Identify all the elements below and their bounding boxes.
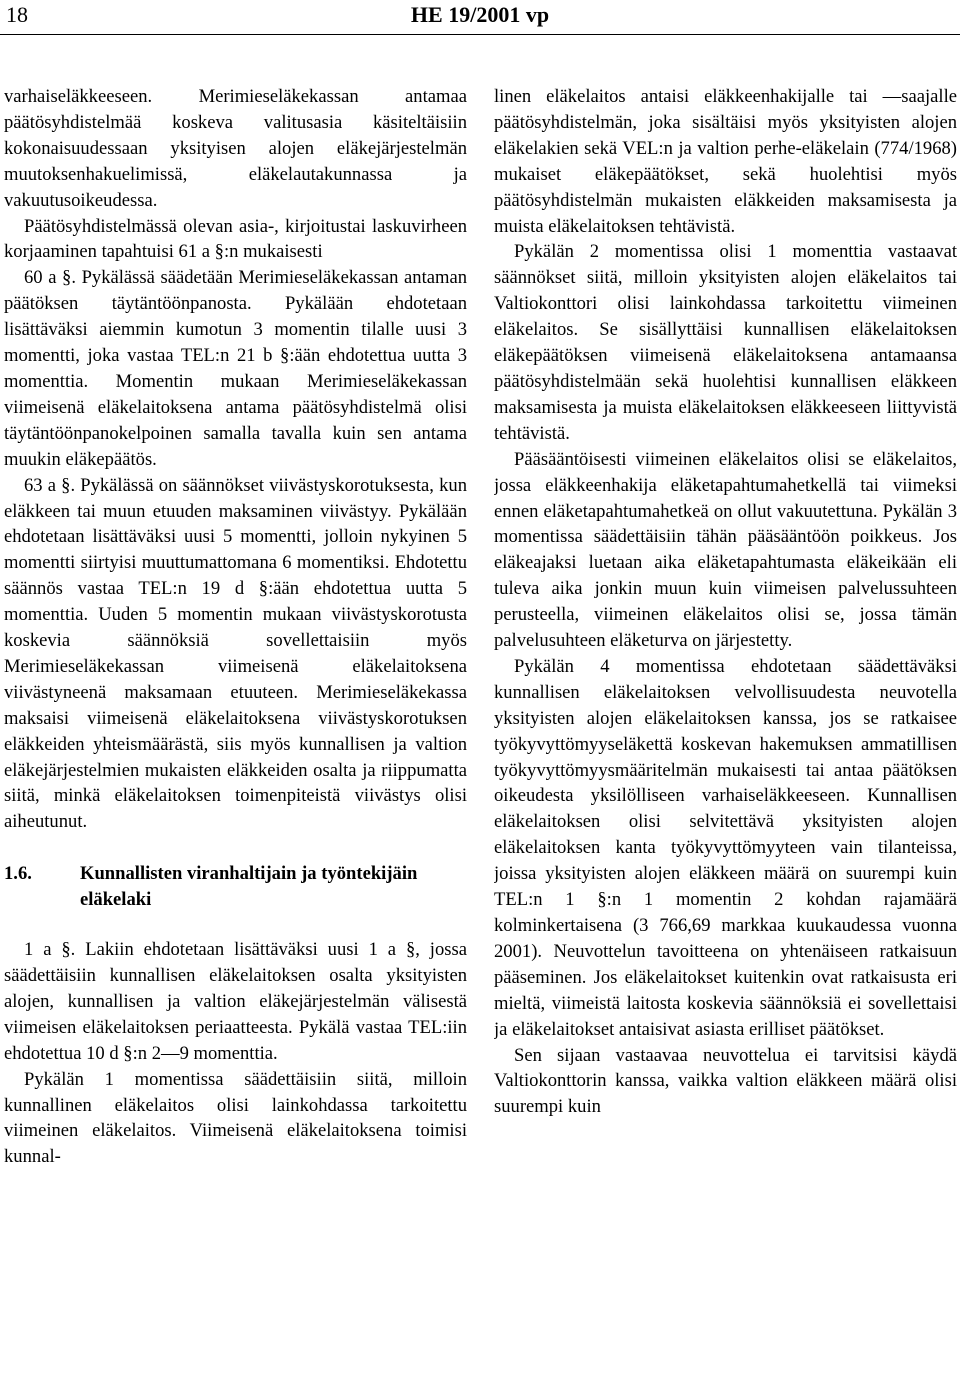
right-column bbox=[494, 84, 957, 1394]
paragraph: Pykälän 2 momentissa olisi 1 momenttia vastaavat säännökset siitä, milloin yksityisten alojen eläkelaitos tai Valtiokonttori olisi lainkohdassa tarkoitettu viimeinen eläkelaitos. Se sisällyttäisi kunnallisen eläkelaitoksen eläkepäätöksen viimeisenä eläkelaitoksena antamaansa päätösyhdistelmään sekä huolehtisi kunnallisen eläkkeen maksamisesta ja muista eläkelaitoksen eläkkeeseen liittyvistä tehtävistä. bbox=[494, 241, 957, 444]
page-number: 18 bbox=[6, 2, 28, 27]
paragraph: Pääsääntöisesti viimeinen eläkelaitos olisi se eläkelaitos, jossa eläkkeenhakija eläketapahtumahetkellä tai viimeksi ennen eläketapahtumahetkeä on ollut vakuutettuna. Pykälän 3 momentissa säädettäisiin tähän pääsääntöön poikkeus. Jos eläkeajaksi luetaan aika eläketapahtumasta eläkeikään eli tuleva aika jonkin muun kuin viimeisen palvelussuhteen perusteella, viimeinen eläkelaitos olisi se, jossa tämän palvelusuhteen eläketurva on järjestetty. bbox=[494, 448, 957, 652]
paragraph: varhaiseläkkeeseen. Merimieseläkekassan antamaa päätösyhdistelmää koskeva valitusasia käsiteltäisiin kokonaisuudessaan yksityisen alojen eläkejärjestelmän muutoksenhakuelimissä, eläkelautakunnassa ja vakuutusoikeudessa. bbox=[4, 86, 467, 211]
paragraph: linen eläkelaitos antaisi eläkkeenhakijalle tai —saajalle päätösyhdistelmän, joka sisältäisi myös yksityisten alojen eläkelakien sekä VEL:n ja valtion perhe-eläkelain (774/1968) mukaiset eläkepäätökset, sekä huolehtisi myös päätösyhdistelmän mukaisten eläkkeiden maksamisesta ja muista eläkelaitoksen tehtävistä. bbox=[494, 86, 957, 237]
left-column bbox=[4, 84, 467, 1394]
header-rule bbox=[0, 34, 960, 35]
paragraph: 63 a §. Pykälässä on säännökset viivästyskorotuksesta, kun eläkkeen tai muun etuuden maksaminen viivästyy. Pykälään ehdotetaan lisättäväksi uusi 5 momentti, jolloin nykyinen 5 momentti siirtyisi muuttumattomana 6 momentiksi. Ehdotettu säännös vastaa TEL:n 19 d §:ään ehdotettua uutta 5 momenttia. Uuden 5 momentin mukaan viivästyskorotusta koskevia säännöksiä sovellettaisiin myös Merimieseläkekassan viimeisenä eläkelaitoksena viivästyneenä maksamaan etuuteen. Merimieseläkekassa maksaisi viimeisenä eläkelaitoksena viivästyskorotuksen eläkkeiden yhteismäärästä, siis myös kunnallisen ja valtion eläkejärjestelmien mukaisten eläkkeiden osalta ja riippumatta siitä, minkä eläkelaitoksen toimenpiteistä viivästys olisi aiheutunut. bbox=[4, 474, 467, 833]
paragraph: Sen sijaan vastaavaa neuvottelua ei tarvitsisi käydä Valtiokonttorin kanssa, vaikka valtion eläkkeen määrä olisi suurempi kuin bbox=[494, 1044, 957, 1118]
section-title: Kunnallisten viranhaltijain ja työntekijäin eläkelaki bbox=[80, 863, 418, 911]
paragraph: Päätösyhdistelmässä olevan asia-, kirjoitustai laskuvirheen korjaaminen tapahtuisi 61 a §:n mukaisesti bbox=[4, 215, 467, 263]
paragraph: Pykälän 1 momentissa säädettäisiin siitä, milloin kunnallinen eläkelaitos olisi lainkohdassa tarkoitettu viimeinen eläkelaitos. Viimeisenä eläkelaitoksena toimisi kunnal- bbox=[4, 1068, 467, 1168]
section-number: 1.6. bbox=[4, 863, 32, 885]
section-heading bbox=[4, 861, 467, 913]
paragraph: 1 a §. Lakiin ehdotetaan lisättäväksi uusi 1 a §, jossa säädettäisiin kunnallisen eläkelaitoksen osalta yksityisten alojen, kunnallisen ja valtion eläkejärjestelmän välisestä viimeisen eläkelaitoksen periaatteesta. Pykälä vastaa TEL:iin ehdotettua 10 d §:n 2—9 momenttia. bbox=[4, 939, 467, 1064]
paragraph: Pykälän 4 momentissa ehdotetaan säädettäväksi kunnallisen eläkelaitoksen velvollisuudesta neuvotella yksityisten alojen eläkelaitoksen kanssa, jos se ratkaisee työkyvyttömyyseläkettä koskevan hakemuksen ammatillisen työkyvyttömyysmääritelmän mukaisesti tai antaa päätöksen oikeudesta yksilölliseen varhaiseläkkeeseen. Kunnallisen eläkelaitoksen olisi selvitettävä yksityisten alojen eläkelaitoksen kanta työkyvyttömyyteen vain tilanteissa, joissa yksityisten alojen eläkkeen määrä on suurempi kuin TEL:n 1 §:n 1 momentin 2 kohdan rajamäärä kolminkertaisena (3 766,69 markkaa kuukaudessa vuonna 2001). Neuvottelun tavoitteena on yhtenäiseen ratkaisuun pääseminen. Jos eläkelaitokset kuitenkin ovat ratkaisusta eri mieltä, viimeistä laitosta koskevia säännöksiä ei sovellettaisi ja eläkelaitokset antaisivat asiasta erilliset päätökset. bbox=[494, 655, 957, 1040]
paragraph: 60 a §. Pykälässä säädetään Merimieseläkekassan antaman päätöksen täytäntöönpanosta. Pykälään ehdotetaan lisättäväksi aiemmin kumotun 3 momentin tilalle uusi 3 momentti, joka vastaa TEL:n 21 b §:ään ehdotettua uutta 3 momenttia. Momentin mukaan Merimieseläkekassan viimeisenä eläkelaitoksena antama päätösyhdistelmä olisi täytäntöönpanokelpoinen samalla tavalla kuin sen antama muukin eläkepäätös. bbox=[4, 267, 467, 470]
document-id: HE 19/2001 vp bbox=[410, 2, 550, 27]
page-header bbox=[0, 0, 960, 36]
